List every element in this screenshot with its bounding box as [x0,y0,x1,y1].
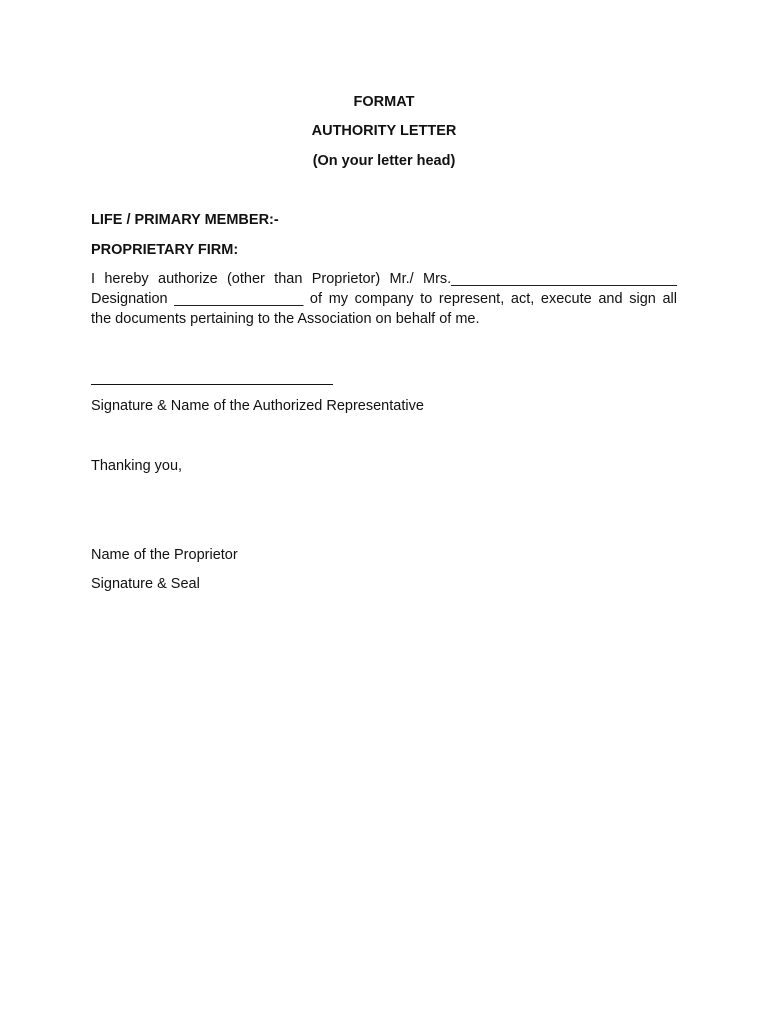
format-heading: FORMAT [353,94,415,110]
proprietor-name-label: Name of the Proprietor [91,547,238,563]
document-title: AUTHORITY LETTER [311,123,457,139]
member-heading: LIFE / PRIMARY MEMBER:- [91,212,279,228]
authorization-line-3: the documents pertaining to the Association on behalf of me. [91,311,480,327]
authorization-paragraph [91,269,677,329]
signature-label: Signature & Name of the Authorized Representative [91,398,424,414]
firm-heading: PROPRIETARY FIRM: [91,242,239,258]
signature-seal-label: Signature & Seal [91,576,200,592]
signature-line [91,384,333,385]
authorization-line-1: I hereby authorize (other than Proprietor) Mr./ Mrs.____________________________ [91,271,677,287]
authorization-line-2: Designation ________________ of my company to represent, act, execute and sign all [91,291,677,307]
closing-text: Thanking you, [91,458,183,474]
letterhead-note: (On your letter head) [312,153,456,169]
